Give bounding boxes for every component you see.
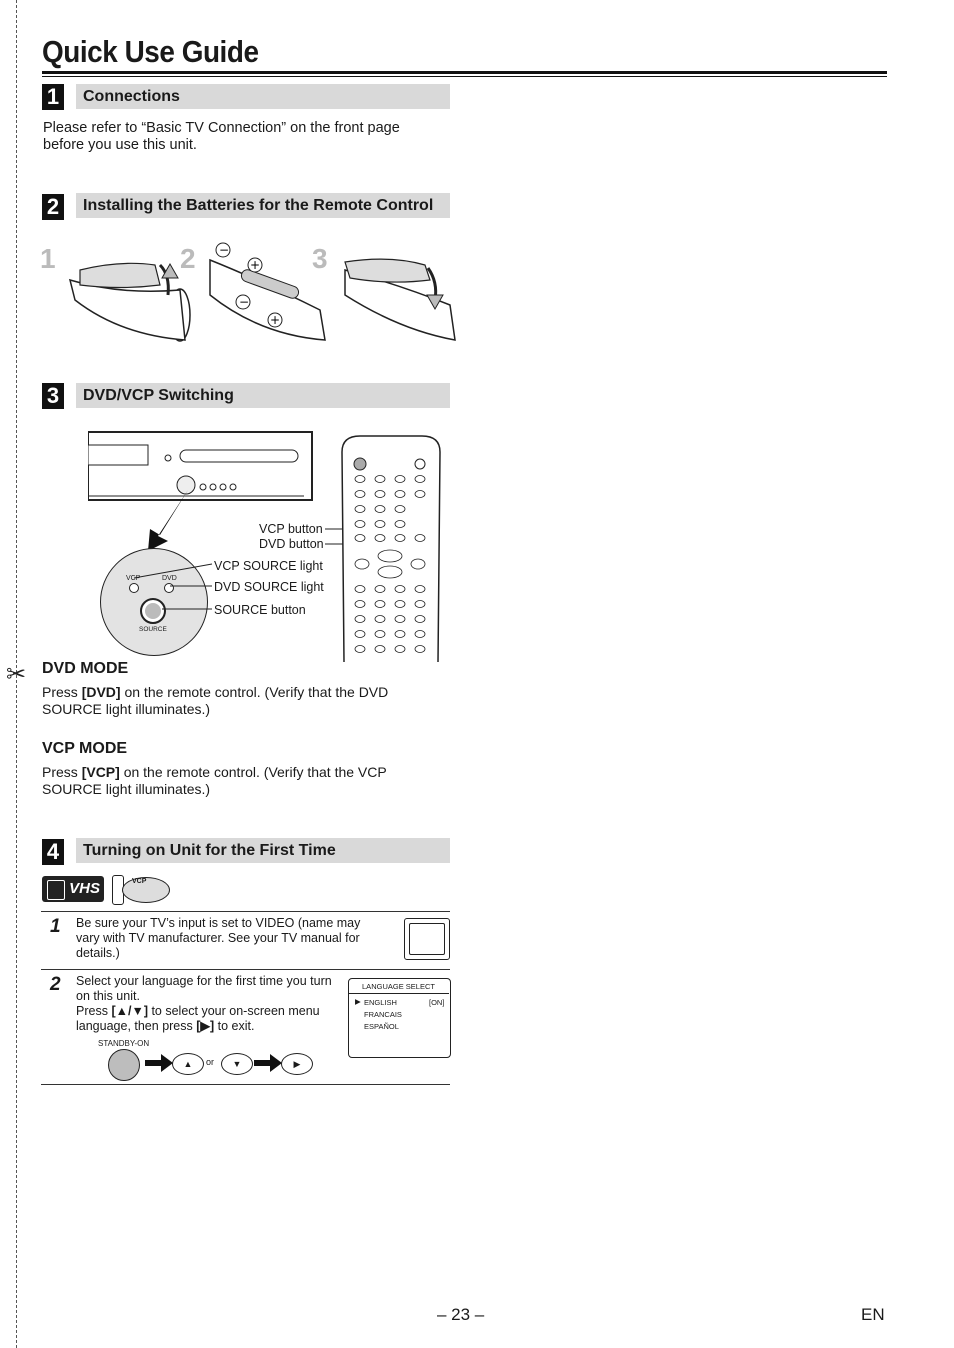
section-number-4: 4 xyxy=(42,839,64,865)
vcp-badge-label: VCP xyxy=(132,878,147,885)
callout-dvd-source-light: DVD SOURCE light xyxy=(214,580,324,594)
language-selected-marker: ▶ xyxy=(355,997,361,1006)
vcp-mode-text: Press [VCP] on the remote control. (Verify that the VCP SOURCE light illuminates.) xyxy=(42,764,387,797)
language-select-rule xyxy=(348,993,449,994)
battery-step-3: 3 xyxy=(312,243,328,274)
step-divider-bottom xyxy=(41,1084,450,1085)
connections-text: Please refer to “Basic TV Connection” on the front page before you use this unit. xyxy=(43,120,400,153)
remote-close-illustration xyxy=(345,259,455,340)
scissors-icon: ✂ xyxy=(6,661,27,688)
section-number-2: 2 xyxy=(42,194,64,220)
step-divider-top xyxy=(41,911,450,912)
source-button-label: SOURCE xyxy=(139,626,167,633)
step-2-number: 2 xyxy=(50,974,61,995)
title-rule-thin xyxy=(42,76,887,77)
vcp-mode-heading: VCP MODE xyxy=(42,740,128,757)
title-rule xyxy=(42,71,887,74)
section-heading-first-time: Turning on Unit for the First Time xyxy=(76,838,450,863)
section-number-1: 1 xyxy=(42,84,64,110)
section-heading-batteries: Installing the Batteries for the Remote Control xyxy=(76,193,450,218)
step-1-number: 1 xyxy=(50,916,61,937)
step-2-text: Select your language for the first time you turn on this unit. Press [▲/▼] to select your on-screen menu language, then press [▶] to exit. xyxy=(76,974,332,1033)
callout-dvd-button: DVD button xyxy=(259,537,324,551)
arrow-right-icon xyxy=(145,1054,173,1072)
section-heading-connections: Connections xyxy=(76,84,450,109)
language-on-tag: [ON] xyxy=(429,998,445,1007)
svg-text:−: − xyxy=(239,295,250,309)
standby-on-button[interactable] xyxy=(108,1049,140,1081)
dvd-light-label: DVD xyxy=(162,575,177,582)
down-arrow-button[interactable]: ▼ xyxy=(221,1053,253,1075)
remote-batteries-illustration xyxy=(210,243,325,340)
remote-control-illustration xyxy=(340,434,442,664)
vhs-badge: VHS xyxy=(42,876,104,902)
page-title: Quick Use Guide xyxy=(42,34,259,69)
callout-source-button: SOURCE button xyxy=(214,603,306,617)
section-number-3: 3 xyxy=(42,383,64,409)
remote-open-illustration xyxy=(70,263,190,341)
svg-text:+: + xyxy=(270,313,281,327)
callout-vcp-source-light: VCP SOURCE light xyxy=(214,559,323,573)
arrow-right-icon xyxy=(254,1054,282,1072)
callout-vcp-button: VCP button xyxy=(259,522,323,536)
unit-front-panel xyxy=(88,430,314,510)
battery-illustration xyxy=(60,240,460,350)
right-arrow-button[interactable]: ▶ xyxy=(281,1053,313,1075)
language-option-espanol[interactable]: ESPAÑOL xyxy=(364,1022,399,1031)
vcp-light-label: VCP xyxy=(126,575,141,582)
or-label: or xyxy=(206,1057,215,1067)
step-divider-middle xyxy=(41,969,450,970)
battery-step-2: 2 xyxy=(180,243,196,274)
language-option-english[interactable]: ENGLISH xyxy=(364,998,397,1007)
dvd-mode-heading: DVD MODE xyxy=(42,660,129,677)
page-number: – 23 – xyxy=(437,1305,485,1324)
step-1-text: Be sure your TV’s input is set to VIDEO (name may vary with TV manufacturer. See your TV manual for details.) xyxy=(76,916,361,960)
section-heading-switching: DVD/VCP Switching xyxy=(76,383,450,408)
tv-icon xyxy=(404,918,450,960)
up-arrow-button[interactable]: ▲ xyxy=(172,1053,204,1075)
language-option-francais[interactable]: FRANCAIS xyxy=(364,1010,402,1019)
language-select-title: LANGUAGE SELECT xyxy=(362,982,435,991)
battery-step-1: 1 xyxy=(40,243,56,274)
dvd-mode-text: Press [DVD] on the remote control. (Verify that the DVD SOURCE light illuminates.) xyxy=(42,684,389,717)
svg-text:−: − xyxy=(219,243,230,257)
svg-text:+: + xyxy=(250,258,261,272)
language-code: EN xyxy=(861,1305,885,1324)
cassette-icon xyxy=(47,880,65,900)
standby-on-label: STANDBY-ON xyxy=(98,1039,150,1048)
